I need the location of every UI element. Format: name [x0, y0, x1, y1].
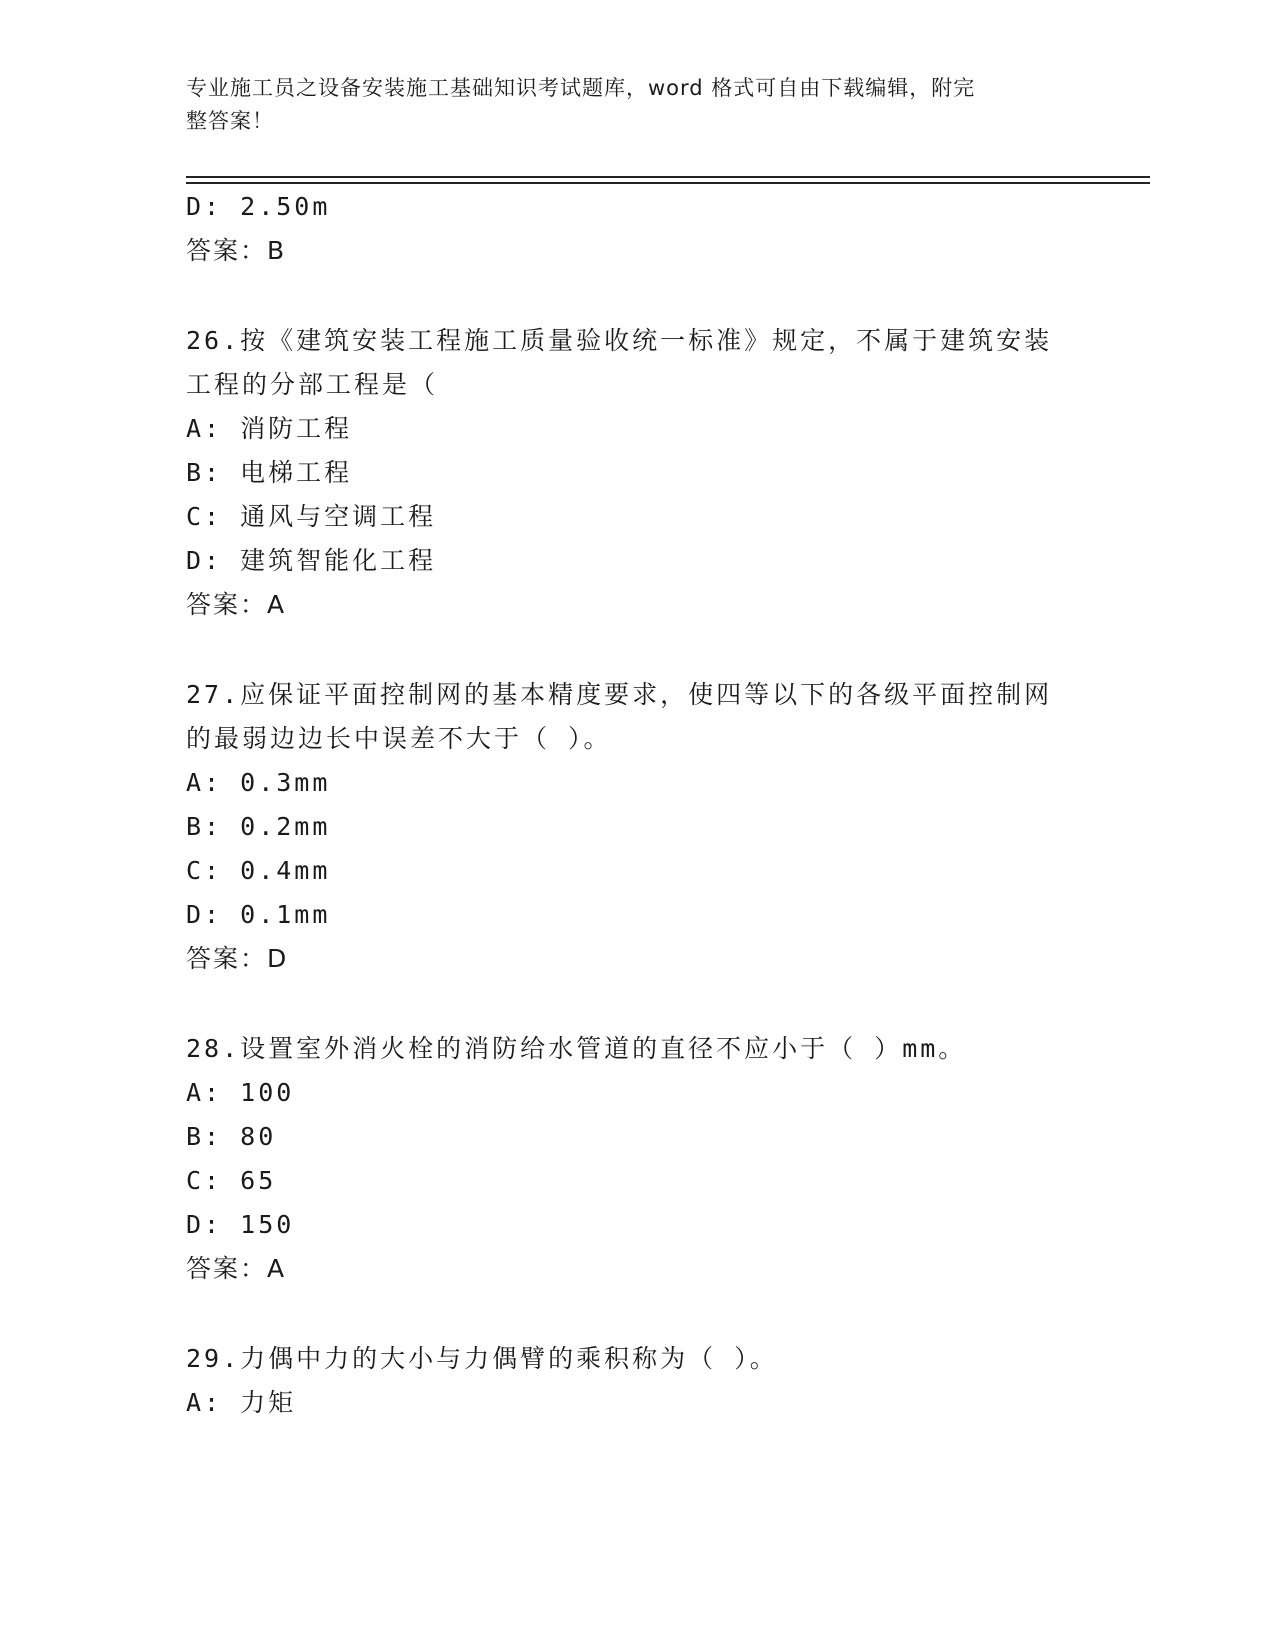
header-rule-bottom — [186, 182, 1150, 184]
question-28-stem-line-1: 28.设置室外消火栓的消防给水管道的直径不应小于（ ）mm。 — [186, 1034, 967, 1063]
question-27-option-d: D: 0.1mm — [186, 900, 331, 929]
question-27-option-a: A: 0.3mm — [186, 768, 331, 797]
question-29-option-a: A: 力矩 — [186, 1388, 297, 1417]
question-26-answer: 答案：A — [186, 590, 287, 619]
question-27-stem-line-2: 的最弱边边长中误差不大于（ ）。 — [186, 724, 612, 753]
question-27-option-c: C: 0.4mm — [186, 856, 331, 885]
question-28-option-c: C: 65 — [186, 1166, 277, 1195]
question-28-option-d: D: 150 — [186, 1210, 295, 1239]
question-26-option-d: D: 建筑智能化工程 — [186, 546, 437, 575]
option-d: D: 2.50m — [186, 192, 331, 221]
question-27-option-b: B: 0.2mm — [186, 812, 331, 841]
answer-line: 答案：B — [186, 236, 287, 265]
header-rule-top — [186, 176, 1150, 178]
question-26-stem-line-1: 26.按《建筑安装工程施工质量验收统一标准》规定，不属于建筑安装 — [186, 326, 1053, 355]
question-28-option-b: B: 80 — [186, 1122, 277, 1151]
question-26-option-a: A: 消防工程 — [186, 414, 353, 443]
question-29-stem-line-1: 29.力偶中力的大小与力偶臂的乘积称为（ ）。 — [186, 1344, 778, 1373]
question-27-stem-line-1: 27.应保证平面控制网的基本精度要求，使四等以下的各级平面控制网 — [186, 680, 1053, 709]
header-line-2: 整答案！ — [186, 109, 274, 133]
question-28-option-a: A: 100 — [186, 1078, 295, 1107]
question-26-option-b: B: 电梯工程 — [186, 458, 353, 487]
question-28-answer: 答案：A — [186, 1254, 287, 1283]
header-line-1: 专业施工员之设备安装施工基础知识考试题库，word 格式可自由下载编辑，附完 — [186, 76, 976, 100]
question-27-answer: 答案：D — [186, 944, 289, 973]
question-26-option-c: C: 通风与空调工程 — [186, 502, 437, 531]
page-header — [186, 72, 1066, 138]
question-26-stem-line-2: 工程的分部工程是（ — [186, 370, 439, 399]
